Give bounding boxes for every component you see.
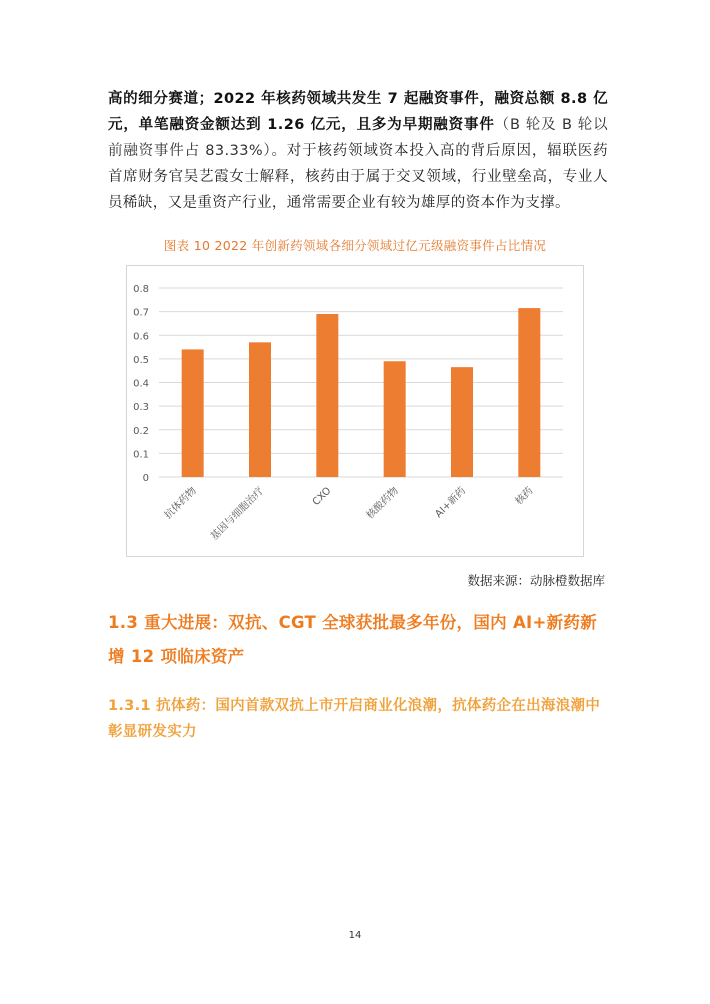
bar: [316, 314, 338, 477]
y-tick-label: 0.1: [133, 449, 149, 461]
subsection-heading: 1.3.1 抗体药：国内首款双抗上市开启商业化浪潮，抗体药企在出海浪潮中彰显研发实力: [108, 698, 601, 740]
x-tick-label: 核酸药物: [364, 485, 401, 522]
y-tick-label: 0.8: [133, 284, 149, 295]
bar: [518, 308, 540, 477]
page-number: 14: [348, 930, 362, 941]
source-note: 数据来源：动脉橙数据库: [467, 573, 605, 588]
y-tick-label: 0.7: [133, 307, 149, 319]
x-tick-label: 核药: [513, 485, 536, 508]
y-tick-label: 0.6: [133, 331, 149, 343]
paragraph-rest-text: 对于核药领域资本投入高的背后原因，辐联医药首席财务官吴艺霞女士解释，核药由于属于交叉领域，行业壁垒高，专业人员稀缺，又是重资产行业，通常需要企业有较为雄厚的资本作为支撑。: [108, 143, 608, 211]
y-tick-label: 0.5: [133, 354, 149, 366]
paragraph-bold-text: 高的细分赛道；2022 年核药领域共发生 7 起融资事件，融资总额 8.8 亿元，单笔融资金额达到 1.26 亿元，且多为早期融资事件: [108, 91, 608, 133]
body-paragraph: [108, 86, 608, 216]
bar: [182, 349, 204, 477]
y-tick-label: 0.3: [133, 402, 149, 414]
figure-caption: 图表 10 2022 年创新药领域各细分领域过亿元级融资事件占比情况: [163, 238, 547, 253]
paragraph-parenthetical: （B 轮及 B 轮以前融资事件占 83.33%）。: [108, 117, 608, 159]
y-tick-label: 0: [142, 473, 149, 484]
y-tick-label: 0.2: [133, 425, 149, 437]
bar: [451, 367, 473, 477]
y-tick-label: 0.4: [133, 378, 149, 390]
bar: [384, 361, 406, 477]
x-tick-label: 基因与细胞治疗: [208, 485, 267, 543]
bar-chart-svg: [127, 266, 583, 556]
x-tick-label: AI+新药: [433, 485, 469, 521]
section-heading: 1.3 重大进展：双抗、CGT 全球获批最多年份，国内 AI+新药新增 12 项临床资产: [108, 613, 598, 666]
x-tick-label: CXO: [310, 485, 334, 509]
bar: [249, 342, 271, 477]
bar-chart: [126, 265, 584, 557]
x-tick-label: 抗体药物: [162, 485, 199, 522]
